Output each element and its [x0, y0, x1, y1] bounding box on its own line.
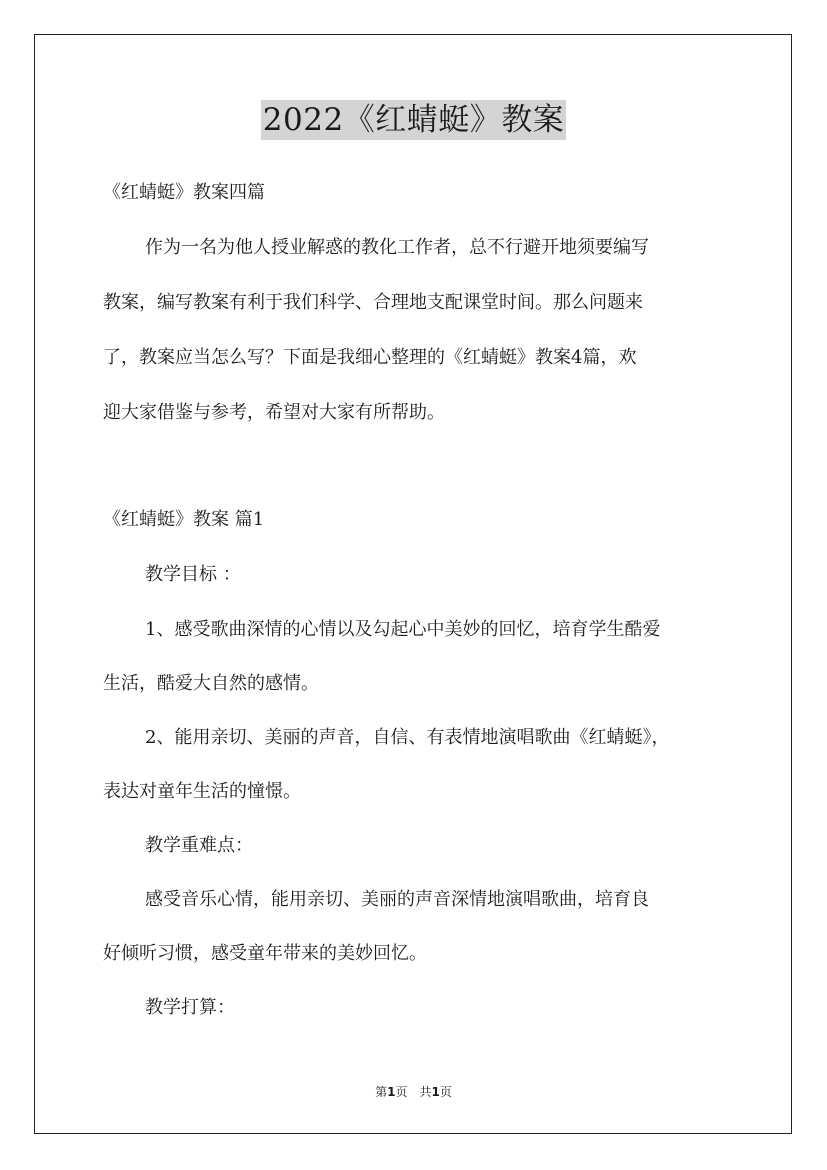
intro-line-1: 作为一名为他人授业解惑的教化工作者，总不行避开地须要编写	[145, 237, 649, 258]
document-title: 2022《红蜻蜓》教案	[262, 102, 565, 138]
prep-heading: 教学打算：	[145, 997, 235, 1018]
key-heading: 教学重难点：	[145, 835, 253, 856]
footer-suffix: 页	[439, 1085, 452, 1099]
footer-page-number: 1	[387, 1085, 396, 1099]
goal-1-line-2: 生活，酷爱大自然的感情。	[103, 673, 319, 694]
section-heading: 《红蜻蜓》教案 篇1	[103, 509, 265, 530]
footer-mid: 页 共	[395, 1085, 432, 1099]
key-text-line-1: 感受音乐心情，能用亲切、美丽的声音深情地演唱歌曲，培育良	[145, 889, 649, 910]
intro-line-4: 迎大家借鉴与参考，希望对大家有所帮助。	[103, 402, 445, 423]
document-subtitle: 《红蜻蜓》教案四篇	[103, 182, 265, 203]
goal-1-line-1: 1、感受歌曲深情的心情以及勾起心中美妙的回忆，培育学生酷爱	[145, 619, 661, 640]
intro-line-3: 了，教案应当怎么写？下面是我细心整理的《红蜻蜓》教案4篇，欢	[103, 347, 637, 368]
page-footer	[0, 1084, 827, 1100]
title-container	[0, 100, 827, 140]
key-text-line-2: 好倾听习惯，感受童年带来的美妙回忆。	[103, 943, 427, 964]
intro-line-2: 教案，编写教案有利于我们科学、合理地支配课堂时间。那么问题来	[103, 292, 643, 313]
footer-prefix: 第	[375, 1085, 388, 1099]
goal-heading: 教学目标 ：	[145, 564, 241, 585]
goal-2-line-1: 2、能用亲切、美丽的声音，自信、有表情地演唱歌曲《红蜻蜓》，	[145, 727, 670, 748]
goal-2-line-2: 表达对童年生活的憧憬。	[103, 781, 301, 802]
footer-page-total: 1	[431, 1085, 440, 1099]
